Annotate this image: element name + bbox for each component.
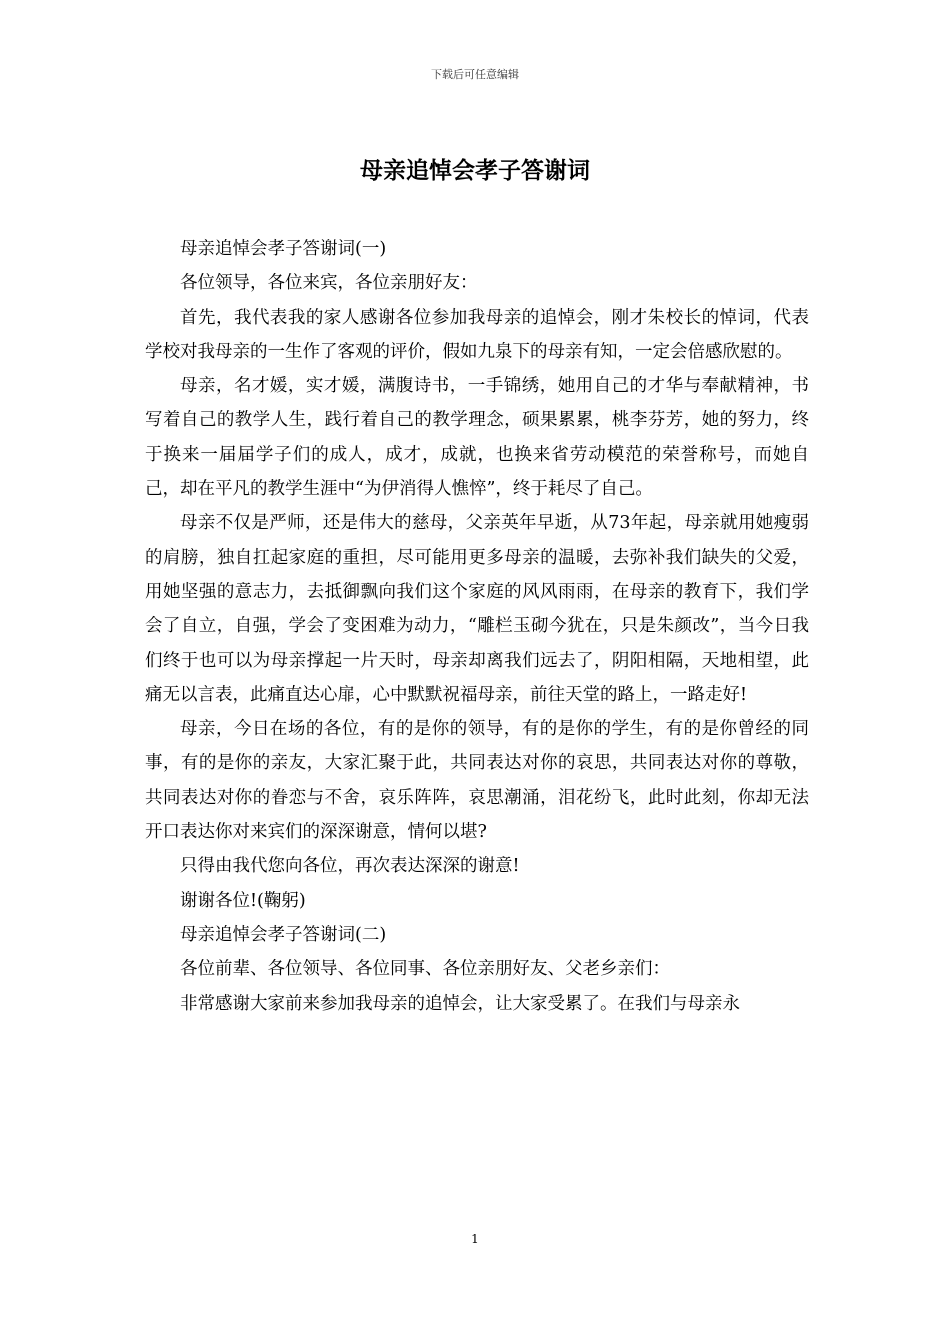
- salutation-1: 各位领导，各位来宾，各位亲朋好友：: [180, 273, 478, 294]
- paragraph: 母亲，名才媛，实才媛，满腹诗书，一手锦绣，她用自己的才华与奉献精神，书写着自己的教学人生，践行着自己的教学理念，硕果累累，桃李芬芳，她的努力，终于换来一届届学子们的成人，成才，成就，也换来省劳动模范的荣誉称号，而她自己，却在平凡的教学生涯中“为伊消得人憔悴”，终于耗尽了自己。: [145, 376, 809, 500]
- page-number: 1: [471, 1232, 479, 1246]
- document-body: [145, 232, 809, 1021]
- paragraph: 首先，我代表我的家人感谢各位参加我母亲的追悼会，刚才朱校长的悼词，代表学校对我母亲的一生作了客观的评价，假如九泉下的母亲有知，一定会倍感欣慰的。: [145, 307, 809, 362]
- header-note: 下载后可任意编辑: [431, 68, 519, 81]
- section-heading-2: 母亲追悼会孝子答谢词(二): [180, 924, 387, 945]
- paragraph: 母亲，今日在场的各位，有的是你的领导，有的是你的学生，有的是你曾经的同事，有的是你的亲友，大家汇聚于此，共同表达对你的哀思，共同表达对你的尊敬，共同表达对你的眷恋与不舍，哀乐阵阵，哀思潮涌，泪花纷飞，此时此刻，你却无法开口表达你对来宾们的深深谢意，情何以堪?: [145, 719, 809, 843]
- paragraph: 母亲不仅是严师，还是伟大的慈母，父亲英年早逝，从73年起，母亲就用她瘦弱的肩膀，独自扛起家庭的重担，尽可能用更多母亲的温暖，去弥补我们缺失的父爱，用她坚强的意志力，去抵御飘向我们这个家庭的风风雨雨，在母亲的教育下，我们学会了自立，自强，学会了变困难为动力，“雕栏玉砌今犹在，只是朱颜改”，当今日我们终于也可以为母亲撑起一片天时，母亲却离我们远去了，阴阳相隔，天地相望，此痛无以言表，此痛直达心扉，心中默默祝福母亲，前往天堂的路上，一路走好!: [145, 513, 809, 705]
- closing-thanks: 谢谢各位!(鞠躬): [180, 890, 306, 911]
- paragraph: 只得由我代您向各位，再次表达深深的谢意!: [180, 856, 520, 877]
- paragraph: 非常感谢大家前来参加我母亲的追悼会，让大家受累了。在我们与母亲永: [180, 993, 740, 1014]
- salutation-2: 各位前辈、各位领导、各位同事、各位亲朋好友、父老乡亲们：: [180, 959, 670, 980]
- document-title: 母亲追悼会孝子答谢词: [360, 157, 590, 184]
- section-heading-1: 母亲追悼会孝子答谢词(一): [180, 239, 387, 259]
